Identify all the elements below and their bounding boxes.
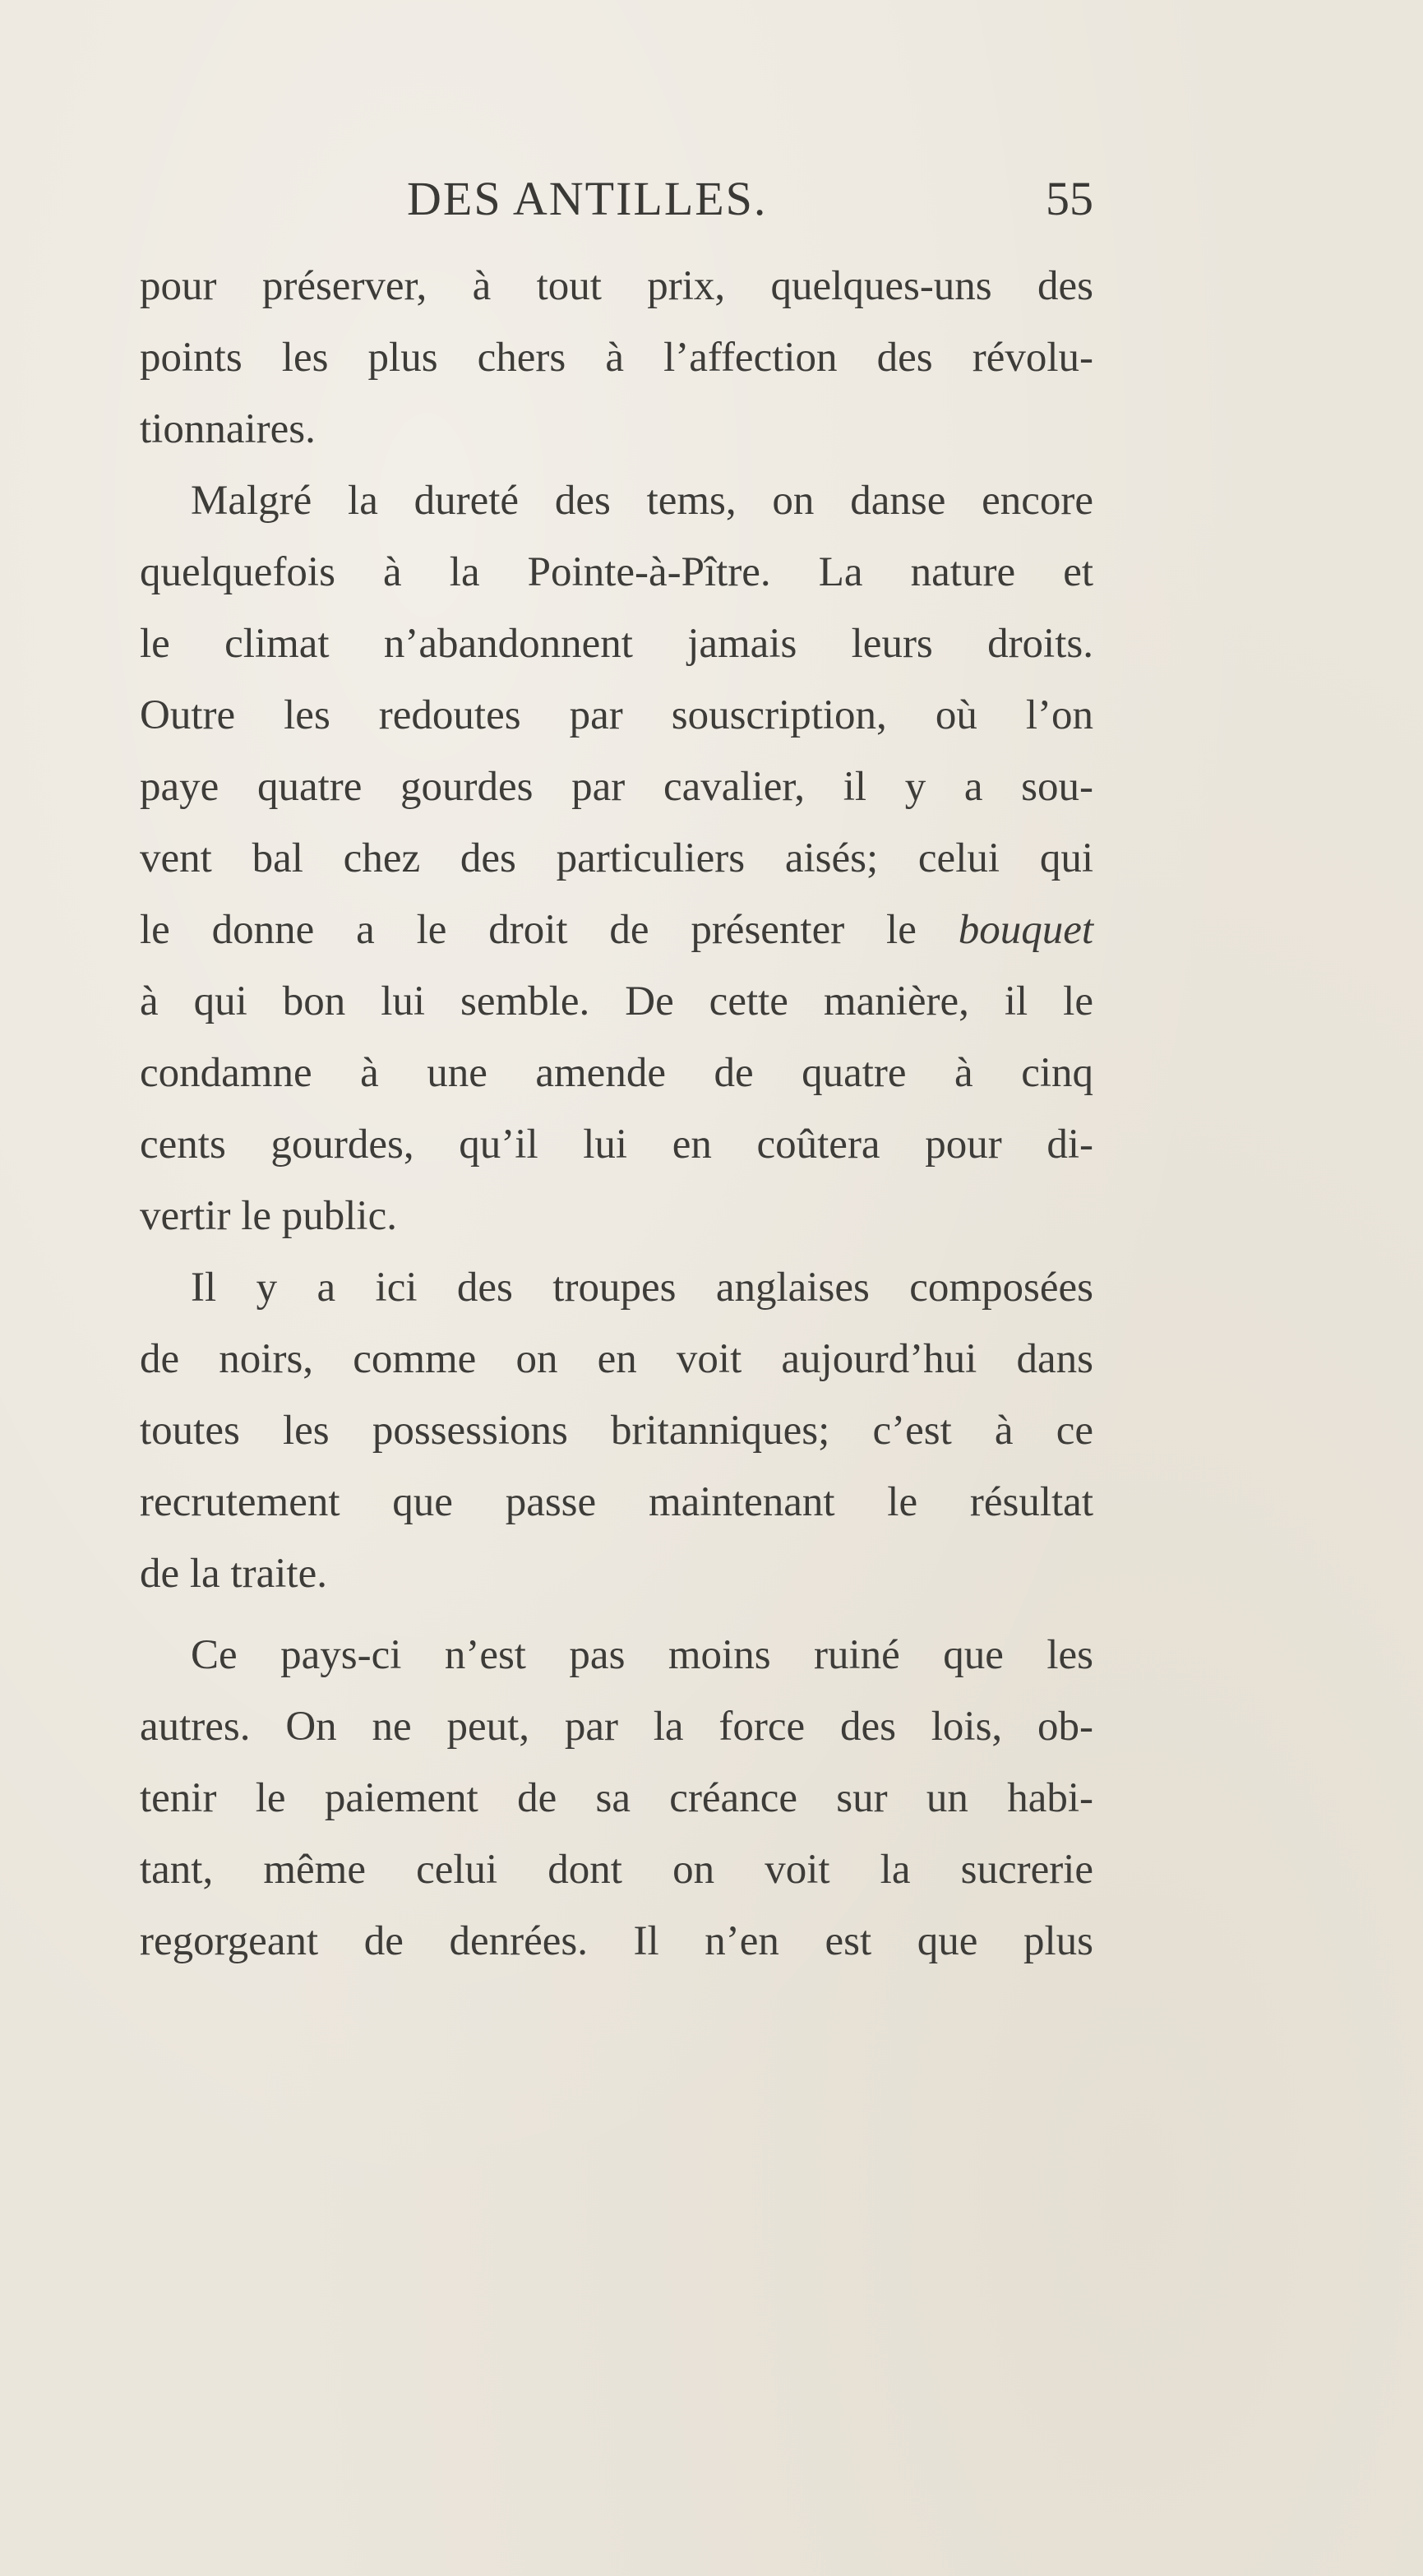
text-line: tionnaires. xyxy=(140,406,316,452)
paragraph-2 xyxy=(140,465,1093,1252)
text-line: Outre les redoutes par souscription, où l’on xyxy=(140,692,1093,738)
text-line: autres. On ne peut, par la force des lois, ob- xyxy=(140,1704,1093,1750)
text-line: le climat n’abandonnent jamais leurs droits. xyxy=(140,621,1093,667)
text-line: Malgré la dureté des tems, on danse encore xyxy=(191,478,1093,524)
paragraph-4 xyxy=(140,1620,1093,1977)
text-line: à qui bon lui semble. De cette manière, il le xyxy=(140,978,1093,1024)
text-line-with-italic xyxy=(140,895,1093,966)
page-header xyxy=(140,171,1093,245)
text-line: condamne à une amende de quatre à cinq xyxy=(140,1050,1093,1096)
text-line: paye quatre gourdes par cavalier, il y a sou- xyxy=(140,764,1093,810)
text-line: Ce pays-ci n’est pas moins ruiné que les xyxy=(191,1632,1093,1678)
paragraph-spacer xyxy=(140,1610,1093,1620)
text-line: pour préserver, à tout prix, quelques-uns des xyxy=(140,263,1093,309)
text-line: Il y a ici des troupes anglaises composées xyxy=(191,1265,1093,1311)
paragraph-3 xyxy=(140,1252,1093,1610)
text-line: quelquefois à la Pointe-à-Pître. La nature et xyxy=(140,549,1093,595)
text-line: regorgeant de denrées. Il n’en est que plus xyxy=(140,1918,1093,1964)
running-title: DES ANTILLES. xyxy=(407,172,768,225)
body-text xyxy=(140,251,1093,1977)
text-line: vent bal chez des particuliers aisés; celui qui xyxy=(140,835,1093,881)
text-line: tant, même celui dont on voit la sucrerie xyxy=(140,1847,1093,1893)
text-line: points les plus chers à l’affection des révolu- xyxy=(140,335,1093,381)
paragraph-1 xyxy=(140,251,1093,465)
text-line: de la traite. xyxy=(140,1551,327,1597)
text-line: cents gourdes, qu’il lui en coûtera pour di- xyxy=(140,1122,1093,1168)
text-line: recrutement que passe maintenant le résultat xyxy=(140,1479,1093,1525)
italic-word: bouquet xyxy=(958,907,1094,953)
text-segment: le donne a le droit de présenter le xyxy=(140,907,917,953)
text-line: tenir le paiement de sa créance sur un habi- xyxy=(140,1775,1093,1821)
text-line: de noirs, comme on en voit aujourd’hui dans xyxy=(140,1336,1093,1382)
text-line: vertir le public. xyxy=(140,1193,397,1239)
page-number: 55 xyxy=(1046,172,1093,225)
text-line: toutes les possessions britanniques; c’est à ce xyxy=(140,1408,1093,1454)
